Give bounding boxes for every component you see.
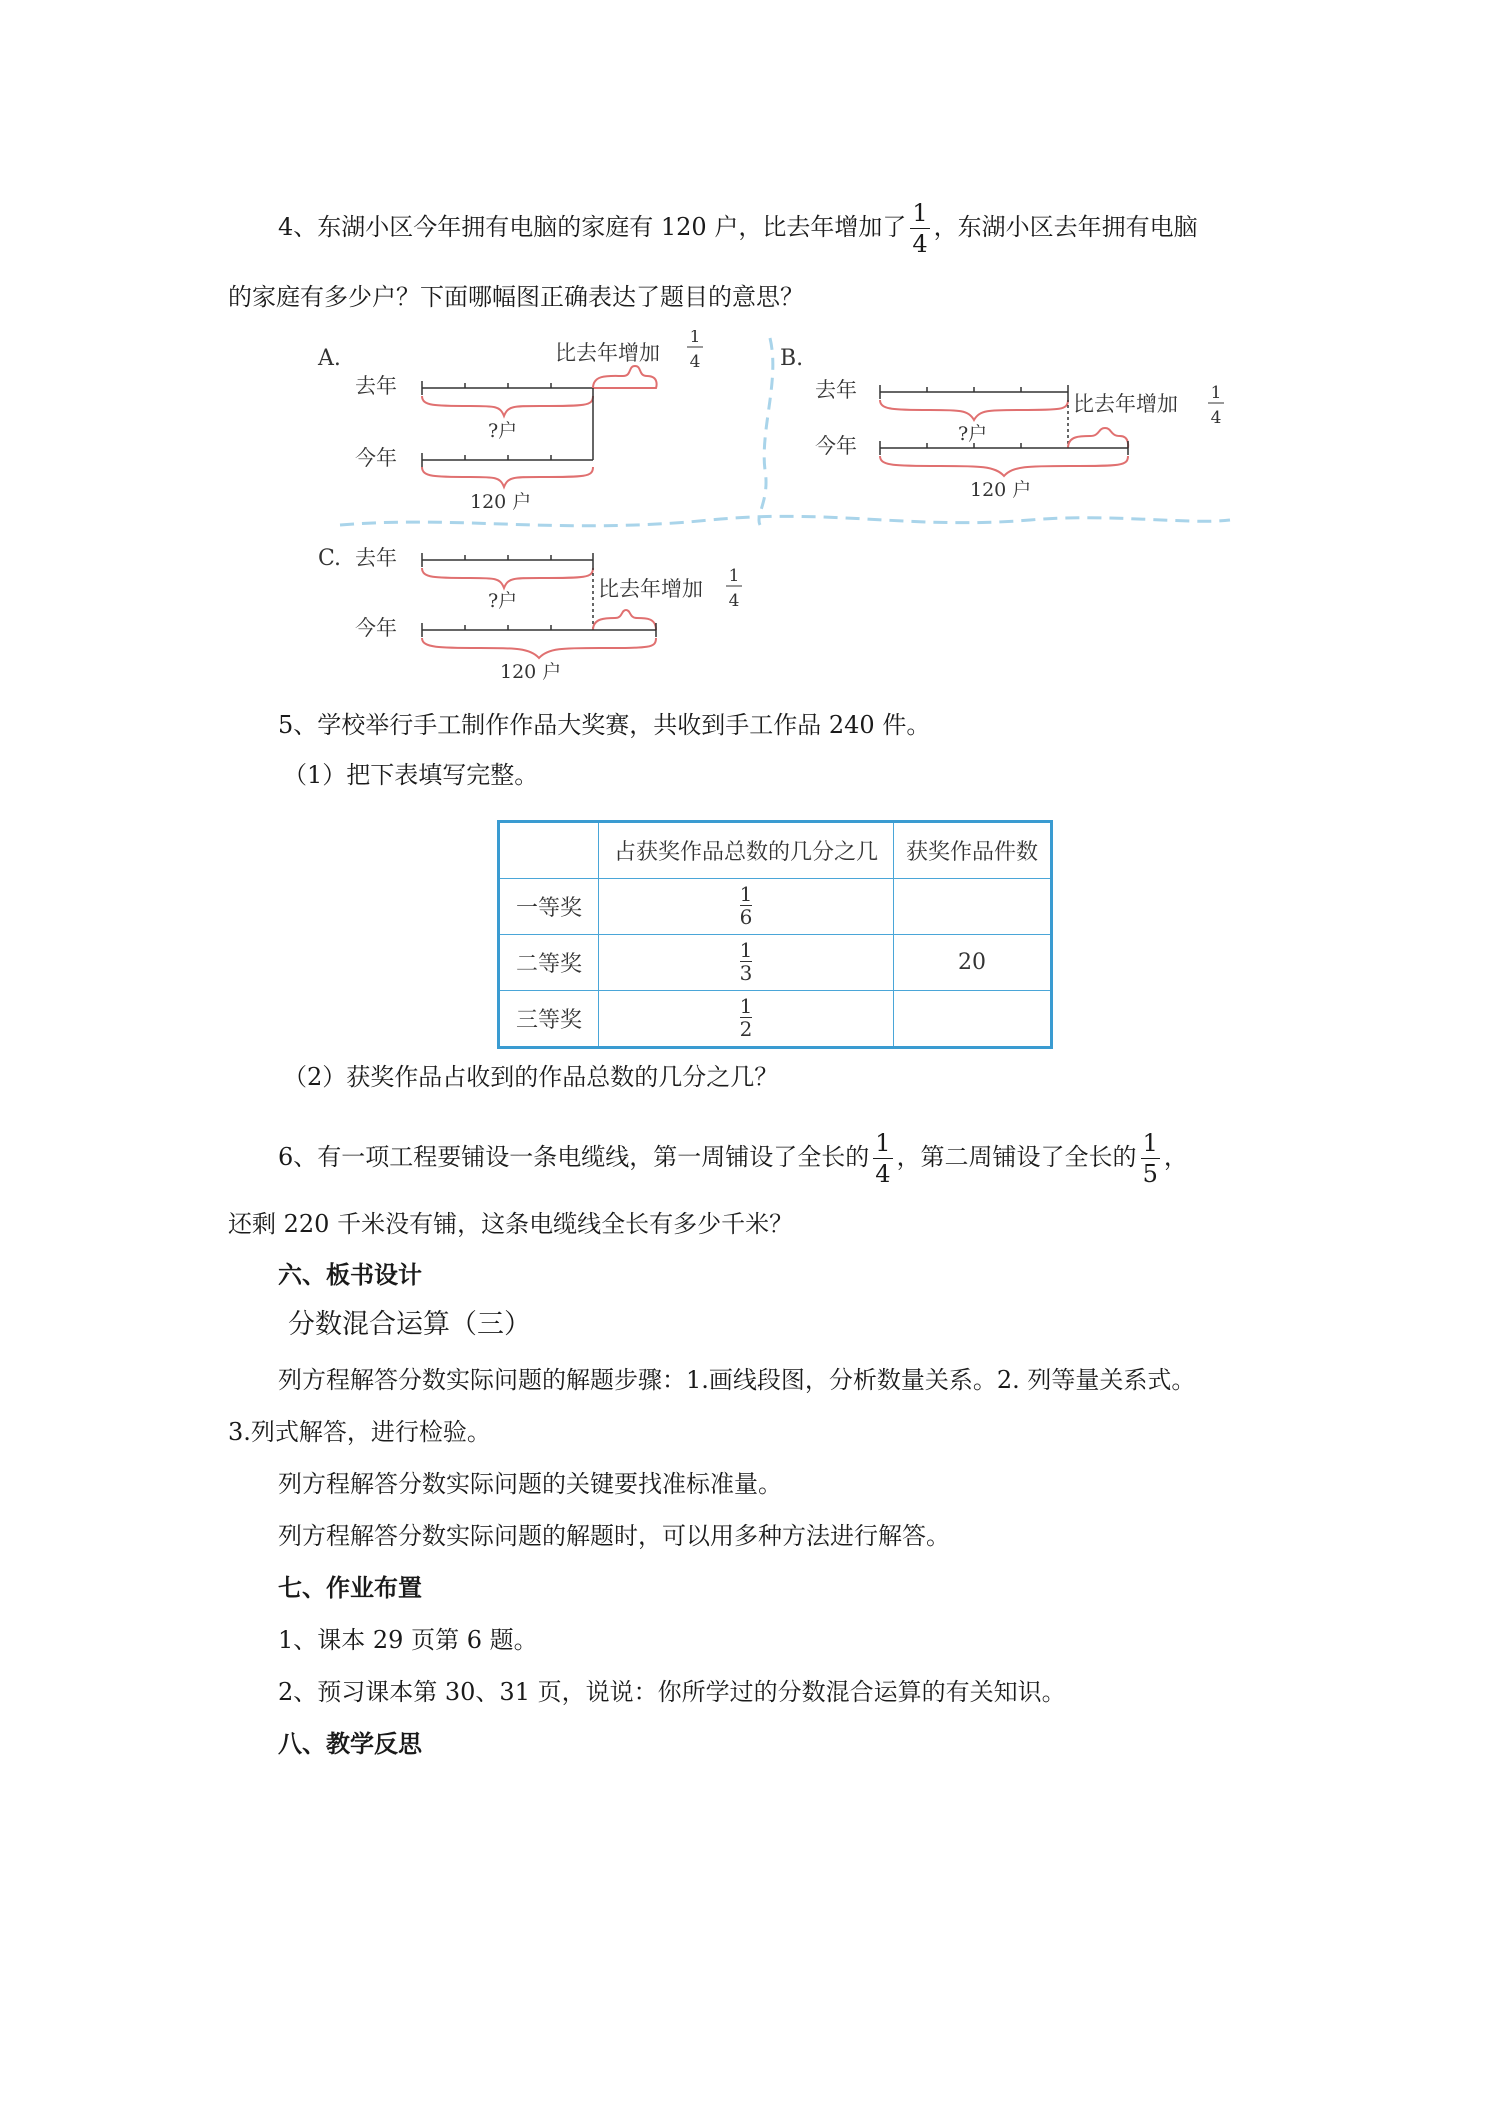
prize-label: 一等奖	[499, 879, 599, 935]
b-last-year-bar	[880, 385, 1068, 399]
prize-fraction: $\frac{1}{3}$	[599, 935, 894, 991]
a-increase-brace	[593, 366, 657, 388]
section7-item2: 2、预习课本第 30、31 页，说说：你所学过的分数混合运算的有关知识。	[278, 1678, 1066, 1706]
divider-horizontal	[340, 516, 1230, 525]
section7-heading: 七、作业布置	[278, 1573, 422, 1602]
b-increase-fraction	[1208, 383, 1224, 428]
section6-p3: 列方程解答分数实际问题的解题时，可以用多种方法进行解答。	[278, 1522, 950, 1550]
prize-label: 二等奖	[499, 935, 599, 991]
section6-p1-line1: 列方程解答分数实际问题的解题步骤：1.画线段图，分析数量关系。2. 列等量关系式。	[278, 1366, 1196, 1394]
table-header-row	[499, 822, 1052, 879]
a-this-year-brace	[422, 467, 593, 487]
prize-fraction: $\frac{1}{6}$	[599, 879, 894, 935]
segment-diagram	[310, 330, 1240, 700]
c-last-year-bar	[422, 553, 593, 567]
b-this-year-brace	[880, 456, 1128, 476]
a-increase-fraction	[687, 330, 703, 372]
a-this-year: 今年	[355, 446, 397, 470]
c-last-year: 去年	[355, 546, 397, 570]
label-a: A.	[318, 346, 341, 371]
b-increase-label: 比去年增加	[1073, 392, 1178, 416]
prize-table	[497, 820, 1053, 1049]
svg-text:1: 1	[728, 566, 740, 586]
q5-sub2: （2）获奖作品占收到的作品总数的几分之几？	[283, 1063, 779, 1091]
b-last-year: 去年	[815, 378, 857, 402]
q6-fraction-2: $\frac{1}{5}$	[1142, 1129, 1158, 1188]
q6-part2: ，第二周铺设了全长的	[896, 1143, 1137, 1171]
svg-text:1: 1	[689, 330, 701, 347]
q6-fraction-1: $\frac{1}{4}$	[875, 1129, 891, 1188]
b-this-year: 今年	[815, 434, 857, 458]
q5-sub1: （1）把下表填写完整。	[283, 761, 539, 789]
label-b: B.	[780, 346, 804, 371]
table-row	[499, 991, 1052, 1048]
c-this-year-brace	[422, 638, 656, 658]
a-question-households: ?户	[488, 420, 518, 442]
a-this-year-bar	[422, 453, 593, 467]
a-increase-label: 比去年增加	[555, 341, 660, 365]
c-this-year: 今年	[355, 616, 397, 640]
prize-fraction: $\frac{1}{2}$	[599, 991, 894, 1048]
svg-text:4: 4	[1210, 408, 1222, 428]
svg-text:4: 4	[689, 352, 701, 372]
q4-text-part1: 4、东湖小区今年拥有电脑的家庭有 120 户，比去年增加了	[278, 213, 907, 241]
c-increase-brace	[593, 610, 656, 630]
section7-item1: 1、课本 29 页第 6 题。	[278, 1626, 538, 1654]
c-increase-label: 比去年增加	[598, 577, 703, 601]
label-c: C.	[318, 546, 342, 571]
a-last-year-bar	[422, 381, 593, 395]
section6-title: 分数混合运算（三）	[288, 1309, 531, 1340]
section6-p2: 列方程解答分数实际问题的关键要找准标准量。	[278, 1470, 782, 1498]
q4-line2: 的家庭有多少户？下面哪幅图正确表达了题目的意思？	[228, 283, 804, 311]
b-this-year-bar	[880, 441, 1128, 455]
divider-vertical	[759, 338, 773, 525]
c-households-120: 120 户	[500, 661, 562, 683]
q4-fraction: $\frac{1}{4}$	[912, 199, 928, 258]
section8-heading: 八、教学反思	[278, 1729, 422, 1758]
c-question-households: ?户	[488, 590, 518, 612]
c-this-year-bar	[422, 623, 656, 637]
b-increase-brace	[1068, 428, 1128, 448]
q6-part3: ，	[1163, 1143, 1188, 1171]
prize-label: 三等奖	[499, 991, 599, 1048]
q6-line2: 还剩 220 千米没有铺，这条电缆线全长有多少千米？	[228, 1210, 794, 1238]
prize-count	[894, 991, 1052, 1048]
table-header-cell	[499, 822, 599, 879]
section6-heading: 六、板书设计	[278, 1260, 422, 1289]
table-row	[499, 935, 1052, 991]
c-last-year-brace	[422, 568, 593, 588]
q6-part1: 6、有一项工程要铺设一条电缆线，第一周铺设了全长的	[278, 1143, 870, 1171]
prize-count	[894, 879, 1052, 935]
svg-text:4: 4	[728, 591, 740, 611]
svg-text:1: 1	[1210, 383, 1222, 403]
q4-text-part2: ，东湖小区去年拥有电脑	[933, 213, 1198, 241]
b-households-120: 120 户	[970, 479, 1032, 501]
q6-line1	[278, 1128, 1188, 1189]
b-question-households: ?户	[958, 423, 988, 445]
b-last-year-brace	[880, 400, 1068, 420]
a-last-year-brace	[422, 396, 593, 416]
table-row	[499, 879, 1052, 935]
q5-text: 5、学校举行手工制作作品大奖赛，共收到手工作品 240 件。	[278, 711, 931, 739]
table-header-cell: 获奖作品件数	[894, 822, 1052, 879]
c-increase-fraction	[726, 566, 742, 611]
table-header-cell: 占获奖作品总数的几分之几	[599, 822, 894, 879]
prize-count: 20	[894, 935, 1052, 991]
q4-line1	[278, 198, 1198, 259]
a-households-120: 120 户	[470, 491, 532, 513]
a-last-year: 去年	[355, 374, 397, 398]
section6-p1-line2: 3.列式解答，进行检验。	[228, 1418, 491, 1446]
